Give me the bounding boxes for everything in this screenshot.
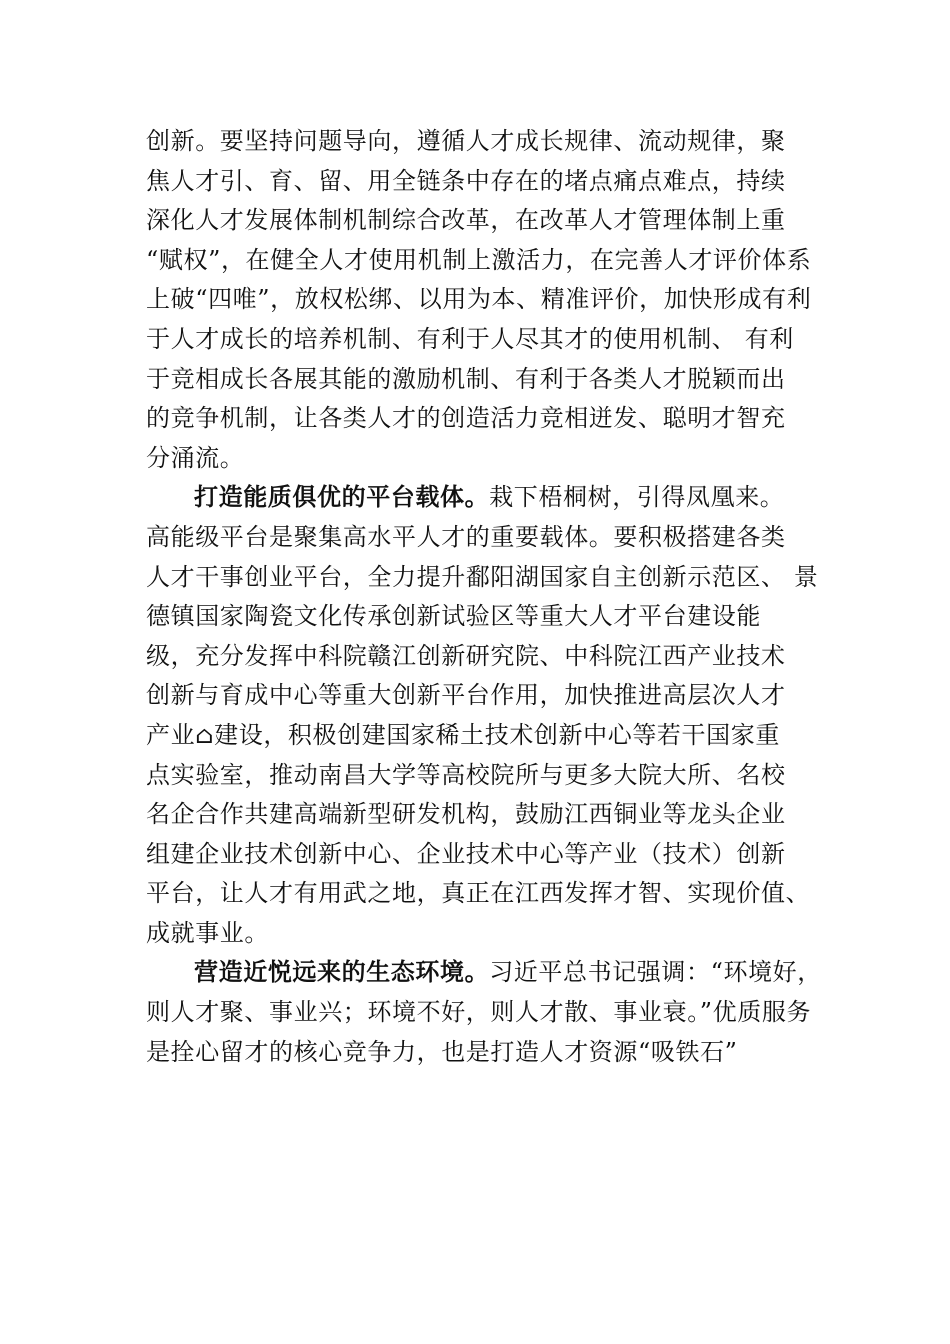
text-line: 平台，让人才有用武之地，真正在江西发挥才智、实现价值、 xyxy=(146,879,811,908)
text-line: 是拴心留才的核心竞争力，也是打造人才资源“吸铁石” xyxy=(146,1037,738,1066)
text-line: 创新。要坚持问题导向，遵循人才成长规律、流动规律，聚 xyxy=(146,127,786,155)
text-line: 点实验室，推动南昌大学等高校院所与更多大院大所、名校 xyxy=(146,760,786,789)
text-line: 组建企业技术创新中心、企业技术中心等产业（技术）创新 xyxy=(146,839,786,868)
text-line: 的竞争机制，让各类人才的创造活力竞相迸发、聪明才智充 xyxy=(146,404,786,433)
text-line: 于人才成长的培养机制、有利于人尽其才的使用机制、 有利 xyxy=(146,324,794,353)
text-line: 产业⌂建设，积极创建国家稀土技术创新中心等若干国家重 xyxy=(146,720,780,749)
document-page xyxy=(146,122,822,1072)
text-line: 于竞相成长各展其能的激励机制、有利于各类人才脱颖而出 xyxy=(146,364,786,393)
text-line: 级，充分发挥中科院赣江创新研究院、中科院江西产业技术 xyxy=(146,641,786,670)
paragraph-first-line xyxy=(146,478,818,518)
paragraph-environment xyxy=(146,953,822,1072)
paragraph-heading: 营造近悦远来的生态环境。 xyxy=(194,958,490,987)
paragraph-platform xyxy=(146,478,818,953)
text-line: 成就事业。 xyxy=(146,918,269,947)
text-line: 德镇国家陶瓷文化传承创新试验区等重大人才平台建设能 xyxy=(146,602,761,631)
text-line: 分涌流。 xyxy=(146,443,245,472)
paragraph-reform xyxy=(146,122,818,478)
text-line: 深化人才发展体制机制综合改革，在改革人才管理体制上重 xyxy=(146,206,786,235)
text-run: 栽下梧桐树，引得凤凰来。 xyxy=(489,483,785,512)
text-line: 创新与育成中心等重大创新平台作用，加快推进高层次人才 xyxy=(146,681,786,710)
paragraph-heading: 打造能质俱优的平台载体。 xyxy=(194,483,490,512)
text-run: 习近平总书记强调：“环境好， xyxy=(489,958,822,987)
text-line: 人才干事创业平台，全力提升鄱阳湖国家自主创新示范区、 景 xyxy=(146,562,819,591)
paragraph-first-line xyxy=(146,953,822,993)
text-line: 则人才聚、事业兴；环境不好，则人才散、事业衰。”优质服务 xyxy=(146,998,812,1027)
text-line: 高能级平台是聚集高水平人才的重要载体。要积极搭建各类 xyxy=(146,522,786,551)
text-line: 名企合作共建高端新型研发机构，鼓励江西铜业等龙头企业 xyxy=(146,800,786,829)
text-line: 焦人才引、育、留、用全链条中存在的堵点痛点难点，持续 xyxy=(146,166,786,195)
text-line: 上破“四唯”，放权松绑、以用为本、精准评价，加快形成有利 xyxy=(146,285,812,314)
text-line: “赋权”，在健全人才使用机制上激活力，在完善人才评价体系 xyxy=(146,245,812,274)
